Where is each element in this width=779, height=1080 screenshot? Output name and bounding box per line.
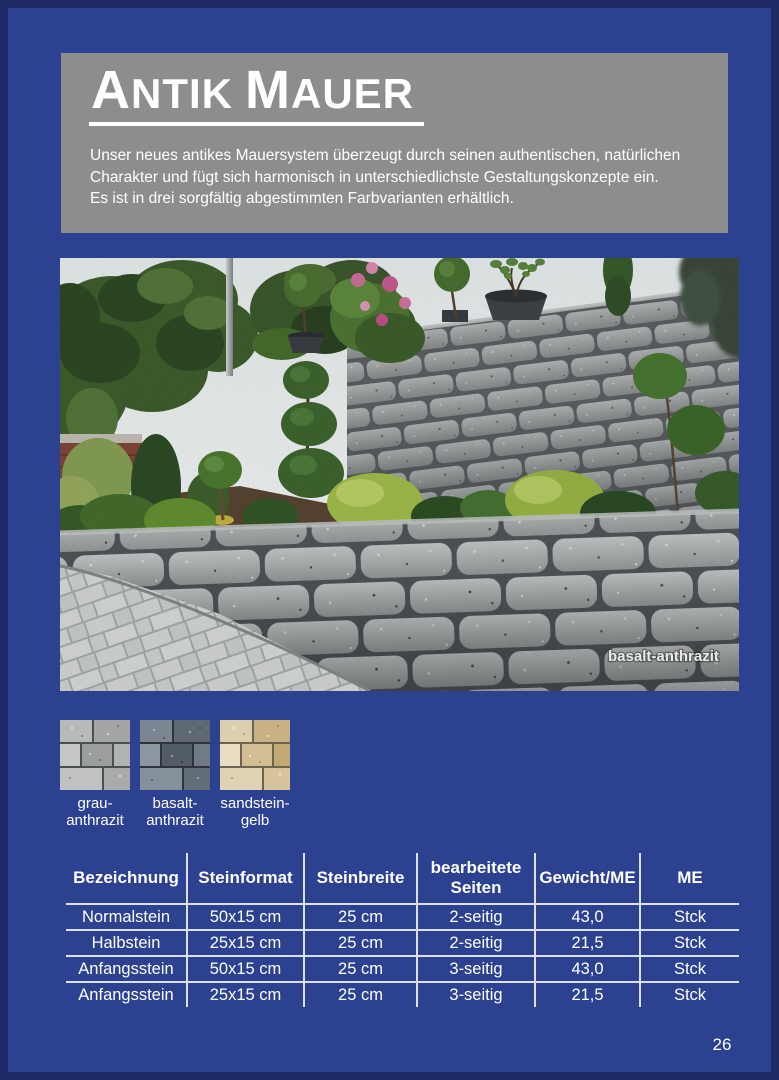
page-title xyxy=(89,61,424,126)
table-cell: Halbstein xyxy=(66,929,188,955)
table-cell: Stck xyxy=(641,981,739,1007)
table-cell: 43,0 xyxy=(536,955,641,981)
table-cell: 2-seitig xyxy=(418,903,536,929)
variant-label-line: gelb xyxy=(240,812,270,829)
product-table xyxy=(66,853,739,1007)
variant-thumbnail-sandstein-gelb xyxy=(220,720,290,790)
product-photo xyxy=(60,258,739,691)
table-cell: Normalstein xyxy=(66,903,188,929)
table-cell: 25 cm xyxy=(305,903,418,929)
variant-label-line: grau- xyxy=(77,795,113,812)
title-initial: A xyxy=(91,60,131,120)
table-cell: 2-seitig xyxy=(418,929,536,955)
variant-label-basalt-anthrazit xyxy=(130,795,220,829)
intro-line: Unser neues antikes Mauersystem überzeugt durch seinen authentischen, natürlichen xyxy=(90,147,681,164)
variant-label-grau-anthrazit xyxy=(50,795,140,829)
photo-caption: basalt-anthrazit xyxy=(608,648,719,665)
table-cell: 25x15 cm xyxy=(188,929,305,955)
table-header-cell: ME xyxy=(677,868,703,888)
table-header-cell: Steinbreite xyxy=(305,853,418,903)
header-box xyxy=(61,53,728,233)
table-cell: 25 cm xyxy=(305,981,418,1007)
table-header-cell: Bezeichnung xyxy=(66,853,188,903)
table-cell: 50x15 cm xyxy=(188,903,305,929)
garden-wall-illustration xyxy=(60,258,739,691)
table-header-cell: Steinformat xyxy=(188,853,305,903)
table-cell: Stck xyxy=(641,955,739,981)
variant-thumbnail-basalt-anthrazit xyxy=(140,720,210,790)
table-cell: Anfangsstein xyxy=(66,981,188,1007)
page-background xyxy=(8,8,771,1072)
title-rest: NTIK xyxy=(131,70,233,117)
table-cell: Stck xyxy=(641,903,739,929)
table-cell: Anfangsstein xyxy=(66,955,188,981)
table-cell: Stck xyxy=(641,929,739,955)
table-cell: 3-seitig xyxy=(418,981,536,1007)
table-cell: 50x15 cm xyxy=(188,955,305,981)
variant-label-sandstein-gelb xyxy=(210,795,300,829)
table-cell: 21,5 xyxy=(536,981,641,1007)
variant-thumbnail-grau-anthrazit xyxy=(60,720,130,790)
title-rest: AUER xyxy=(290,70,414,117)
variant-label-line: anthrazit xyxy=(66,812,124,829)
page-number: 26 xyxy=(712,1035,732,1054)
variant-label-line: anthrazit xyxy=(146,812,204,829)
table-cell: 21,5 xyxy=(536,929,641,955)
table-cell: 43,0 xyxy=(536,903,641,929)
table-cell: 25 cm xyxy=(305,929,418,955)
intro-line: Charakter und fügt sich harmonisch in unterschiedlichste Gestaltungskonzepte ein. xyxy=(90,168,659,186)
table-header-cell: bearbeitete Seiten xyxy=(418,853,536,903)
variant-label-line: sandstein- xyxy=(220,795,290,812)
variant-label-line: basalt- xyxy=(152,795,198,812)
table-cell: 25 cm xyxy=(305,955,418,981)
title-initial: M xyxy=(245,60,291,120)
table-cell: 25x15 cm xyxy=(188,981,305,1007)
intro-line: Es ist in drei sorgfältig abgestimmten Farbvarianten erhältlich. xyxy=(90,190,514,207)
table-header-cell: Gewicht/ME xyxy=(536,853,641,903)
table-cell: 3-seitig xyxy=(418,955,536,981)
intro-text xyxy=(90,145,710,210)
